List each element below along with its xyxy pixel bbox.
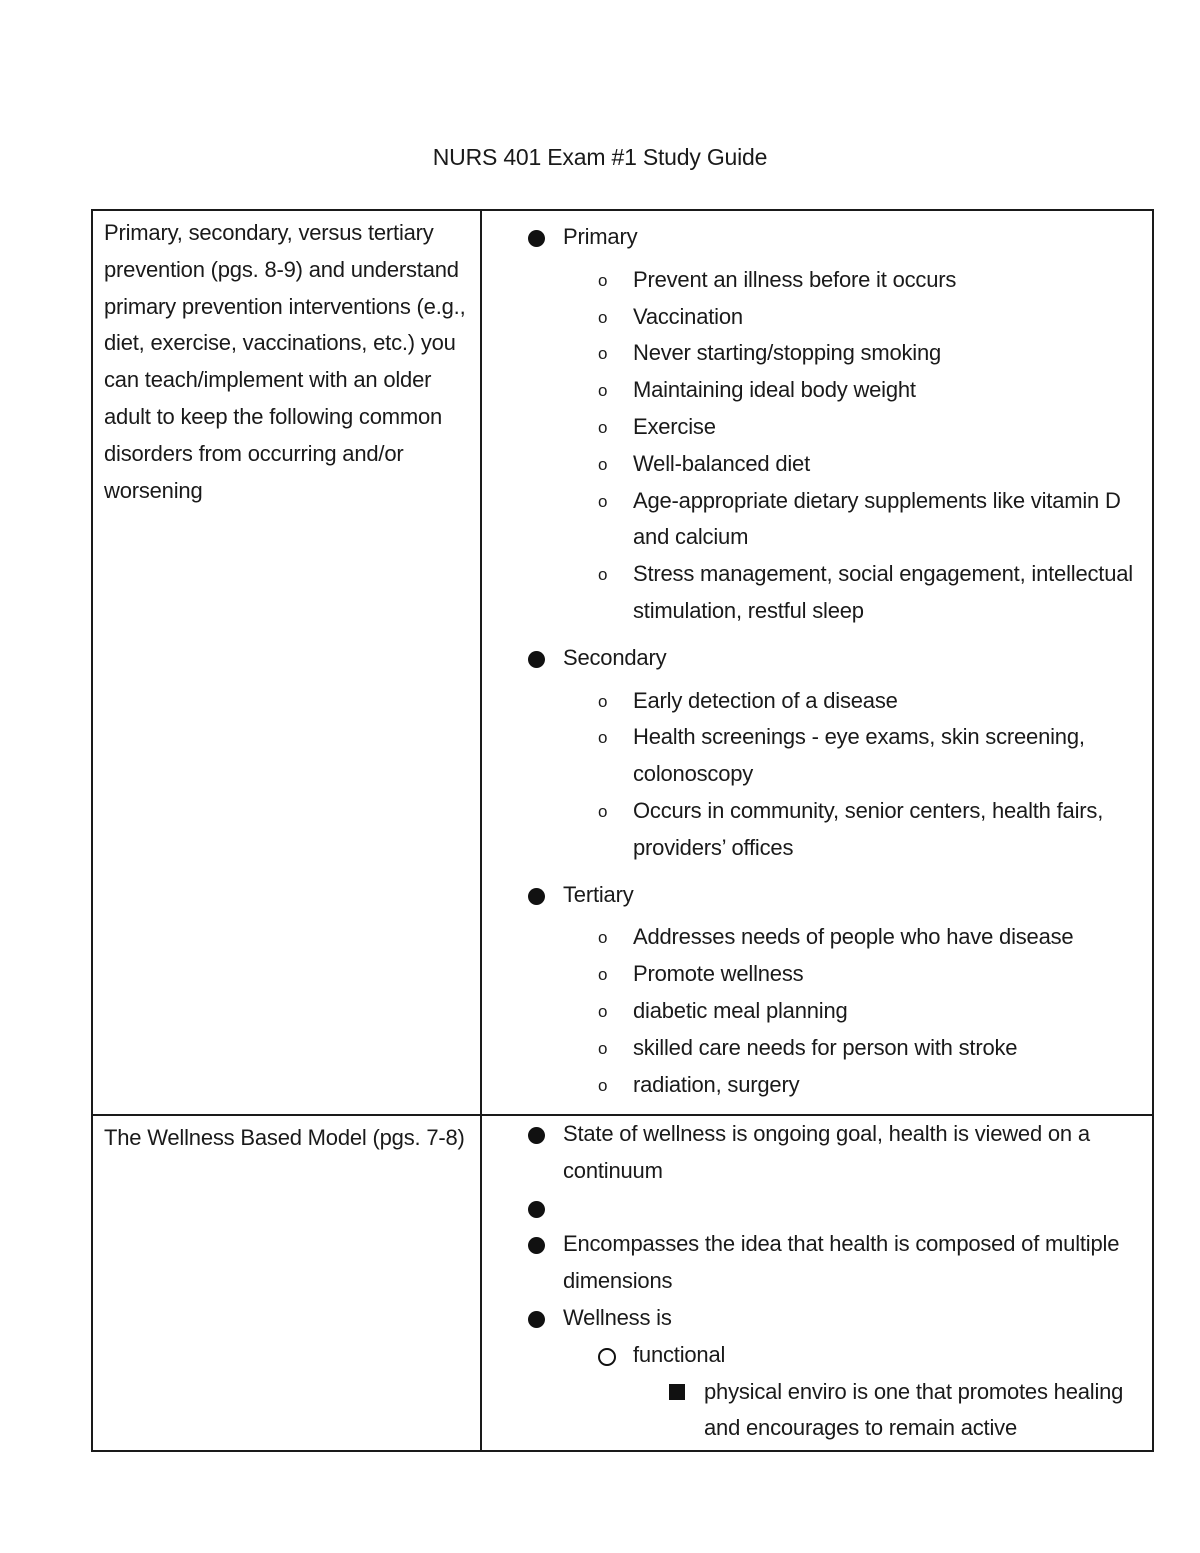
item-text: skilled care needs for person with stroke (633, 1034, 1018, 1060)
item-text: State of wellness is ongoing goal, health is viewed on a continuum (563, 1121, 1090, 1183)
page-title: NURS 401 Exam #1 Study Guide (432, 144, 768, 170)
sub-list (563, 262, 1138, 630)
circle-bullet-icon (598, 1348, 616, 1366)
sub-bullet-icon: o (598, 728, 608, 748)
item-text: Prevent an illness before it occurs (633, 266, 957, 292)
table-row (92, 210, 1153, 1115)
notes-cell (481, 210, 1153, 1115)
sub-bullet-icon: o (598, 417, 608, 437)
item-text: Addresses needs of people who have disease (633, 924, 1074, 950)
list-item (528, 1116, 1138, 1190)
item-text: functional (633, 1341, 726, 1367)
sub-bullet-icon: o (598, 691, 608, 711)
sub-list (563, 919, 1138, 1103)
bullet-icon (528, 1201, 545, 1218)
topic-cell: The Wellness Based Model (pgs. 7-8) (92, 1115, 481, 1451)
sub-bullet-icon: o (598, 307, 608, 327)
item-text: Wellness is (563, 1304, 672, 1330)
item-text: Health screenings - eye exams, skin screening, colonoscopy (633, 724, 1085, 787)
list-item (598, 1337, 1138, 1447)
sub-bullet-icon: o (598, 965, 608, 985)
topic-cell: Primary, secondary, versus tertiary prevention (pgs. 8-9) and understand primary prevention interventions (e.g., diet, exercise, vaccinations, etc.) you can teach/implement with an older adult to keep the following common disorders from occurring and/or worsening (92, 210, 481, 1115)
sub-bullet-icon: o (598, 344, 608, 364)
item-text: Age-appropriate dietary supplements like vitamin D and calcium (633, 487, 1121, 550)
item-text: physical enviro is one that promotes healing and encourages to remain active (704, 1378, 1124, 1441)
list-item (598, 556, 1138, 630)
list-item (598, 299, 1138, 336)
list-item (598, 993, 1138, 1030)
list-item (598, 683, 1138, 720)
sub-bullet-icon: o (598, 491, 608, 511)
list-item (598, 1030, 1138, 1067)
item-text: Never starting/stopping smoking (633, 340, 942, 366)
list-item (598, 409, 1138, 446)
table-row (92, 1115, 1153, 1451)
item-text: Promote wellness (633, 961, 804, 987)
sub-bullet-icon: o (598, 801, 608, 821)
sub-bullet-icon: o (598, 565, 608, 585)
study-guide-table (91, 209, 1154, 1452)
list-item (598, 483, 1138, 557)
item-text: Stress management, social engagement, intellectual stimulation, restful sleep (633, 561, 1133, 623)
list-item (598, 446, 1138, 483)
item-text: Vaccination (633, 303, 743, 329)
sub-bullet-icon: o (598, 1001, 608, 1021)
sub-sub-list (633, 1374, 1138, 1448)
list-item (528, 219, 1138, 630)
section-label: Secondary (563, 644, 667, 670)
wellness-list (528, 1116, 1138, 1447)
sub-bullet-icon: o (598, 454, 608, 474)
item-text: Well-balanced diet (633, 450, 810, 476)
list-item (598, 1067, 1138, 1104)
bullet-icon (528, 1237, 545, 1254)
sub-bullet-icon: o (598, 1038, 608, 1058)
list-item (528, 640, 1138, 867)
list-item (598, 372, 1138, 409)
sub-list (563, 683, 1138, 867)
list-item (598, 262, 1138, 299)
list-item (669, 1374, 1138, 1448)
list-item (598, 719, 1138, 793)
bullet-icon (528, 651, 545, 668)
list-item (528, 1300, 1138, 1447)
list-item (598, 956, 1138, 993)
bullet-icon (528, 230, 545, 247)
list-item (598, 335, 1138, 372)
list-item (598, 919, 1138, 956)
item-text: Maintaining ideal body weight (633, 377, 916, 403)
item-text: Occurs in community, senior centers, health fairs, providers’ offices (633, 797, 1104, 860)
sub-bullet-icon: o (598, 1075, 608, 1095)
list-item (528, 877, 1138, 1104)
item-text: Encompasses the idea that health is composed of multiple dimensions (563, 1231, 1120, 1294)
bullet-icon (528, 888, 545, 905)
bullet-icon (528, 1311, 545, 1328)
list-item (528, 1226, 1138, 1300)
item-text: Exercise (633, 413, 716, 439)
list-item (528, 1190, 1138, 1227)
section-label: Primary (563, 224, 638, 249)
prevention-list (528, 219, 1138, 1103)
sub-bullet-icon: o (598, 270, 608, 290)
sub-bullet-icon: o (598, 928, 608, 948)
item-text: Early detection of a disease (633, 687, 898, 713)
sub-bullet-icon: o (598, 381, 608, 401)
section-label: Tertiary (563, 881, 634, 907)
item-text: diabetic meal planning (633, 997, 848, 1023)
notes-cell (481, 1115, 1153, 1451)
item-text: radiation, surgery (633, 1071, 800, 1097)
sub-list (563, 1337, 1138, 1447)
list-item (598, 793, 1138, 867)
bullet-icon (528, 1127, 545, 1144)
square-bullet-icon (669, 1384, 685, 1400)
